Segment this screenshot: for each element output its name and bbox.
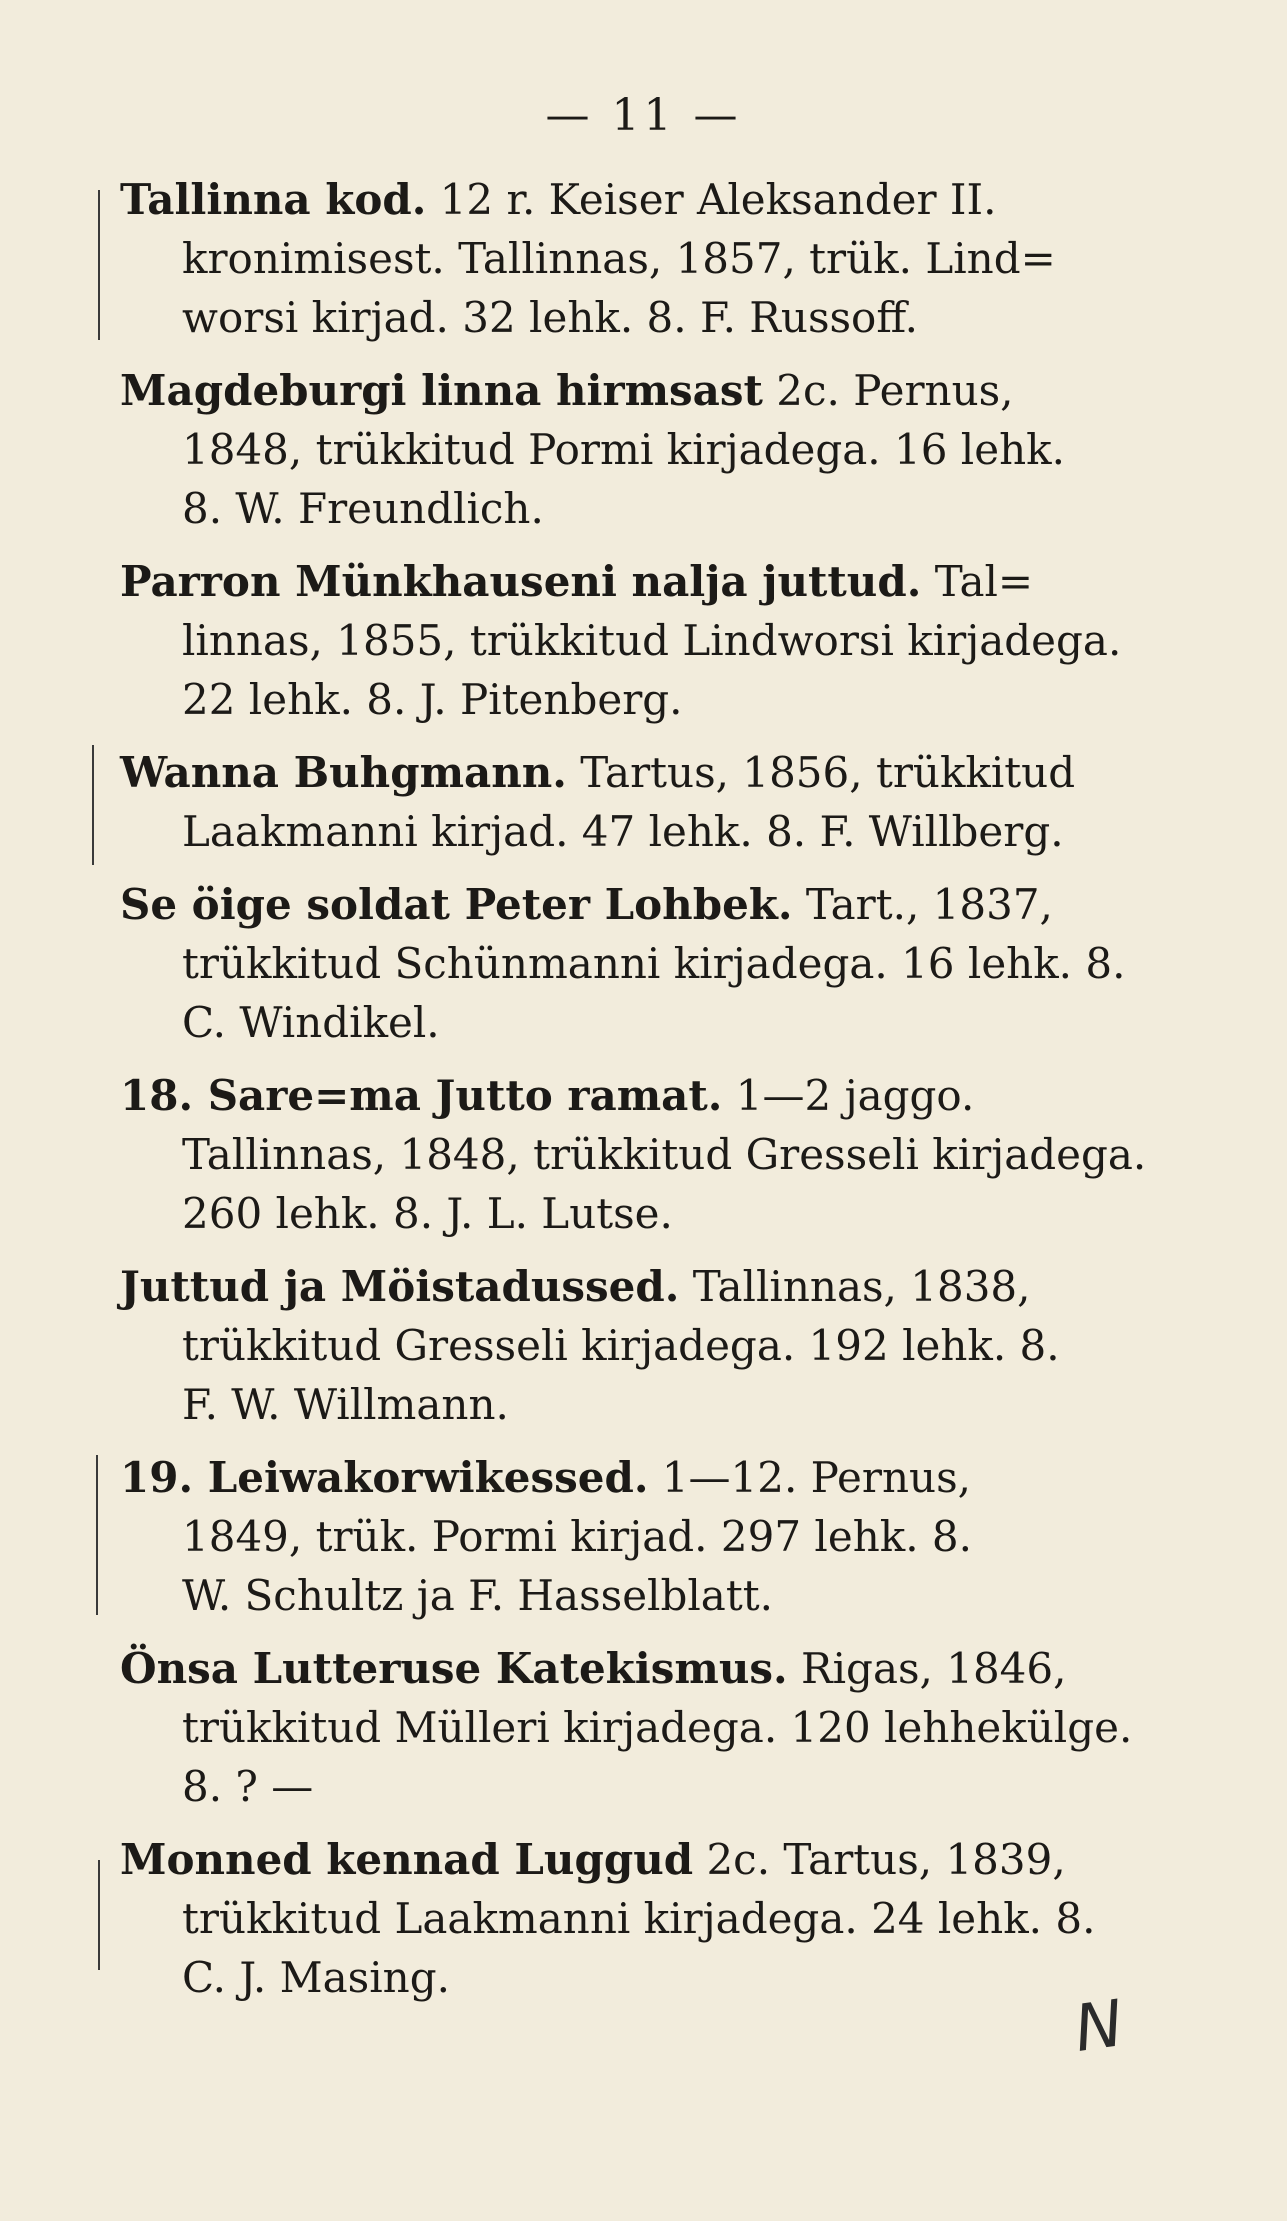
entry-text: Laakmanni kirjad. 47 lehk. 8. F. Willberg.: [182, 807, 1064, 856]
margin-mark-2: [92, 745, 94, 865]
entry-1: [120, 170, 1140, 347]
entry-text: trükkitud Gresseli kirjadega. 192 lehk. 8.: [182, 1321, 1060, 1370]
entry-title: 19. Leiwakorwikessed.: [120, 1453, 649, 1502]
margin-mark-3: [96, 1455, 98, 1615]
entry-text: 1—2 jaggo.: [735, 1071, 975, 1120]
entry-title: Monned kennad Luggud: [120, 1835, 694, 1884]
entry-3: [120, 552, 1140, 729]
entry-text: Rigas, 1846,: [801, 1644, 1067, 1693]
entry-text: 2c. Pernus,: [776, 366, 1014, 415]
entry-text: Tallinnas, 1848, trükkitud Gresseli kirjadega.: [182, 1130, 1147, 1179]
page-number: — 11 —: [545, 90, 742, 141]
entry-text: linnas, 1855, trükkitud Lindworsi kirjadega.: [182, 616, 1122, 665]
entry-title: Önsa Lutteruse Katekismus.: [120, 1644, 788, 1693]
entry-text: 22 lehk. 8. J. Pitenberg.: [182, 675, 683, 724]
entry-2: [120, 361, 1140, 538]
entry-text: trükkitud Schünmanni kirjadega. 16 lehk. 8.: [182, 939, 1126, 988]
entry-6: [120, 1066, 1147, 1243]
entry-text: C. J. Masing.: [182, 1953, 450, 2002]
entry-text: trükkitud Laakmanni kirjadega. 24 lehk. 8.: [182, 1894, 1096, 1943]
entry-text: F. W. Willmann.: [182, 1380, 509, 1429]
margin-mark-4: [98, 1860, 100, 1970]
entry-text: C. Windikel.: [182, 998, 440, 1047]
entry-text: 12 r. Keiser Aleksander II.: [439, 175, 997, 224]
entry-title: Juttud ja Möistadussed.: [120, 1262, 680, 1311]
entry-10: [120, 1830, 1140, 2007]
entry-text: W. Schultz ja F. Hasselblatt.: [182, 1571, 773, 1620]
entry-9: [120, 1639, 1140, 1816]
margin-mark-1: [98, 190, 100, 340]
entry-title: Parron Münkhauseni nalja juttud.: [120, 557, 922, 606]
entry-title: 18. Sare=ma Jutto ramat.: [120, 1071, 723, 1120]
entry-text: Tal=: [934, 557, 1034, 606]
entry-text: 2c. Tartus, 1839,: [706, 1835, 1066, 1884]
entry-text: worsi kirjad. 32 lehk. 8. F. Russoff.: [182, 293, 919, 342]
entry-text: kronimisest. Tallinnas, 1857, trük. Lind=: [182, 234, 1056, 283]
entry-text: 8. ? —: [182, 1762, 314, 1811]
entry-title: Wanna Buhgmann.: [120, 748, 567, 797]
entry-text: Tart., 1837,: [805, 880, 1053, 929]
entry-title: Tallinna kod.: [120, 175, 427, 224]
bibliography-list: [120, 170, 1147, 2007]
entry-4: [120, 743, 1140, 861]
entry-text: Tartus, 1856, trükkitud: [580, 748, 1076, 797]
handwritten-mark: N: [1070, 1987, 1128, 2067]
entry-text: 1—12. Pernus,: [661, 1453, 971, 1502]
entry-title: Se öige soldat Peter Lohbek.: [120, 880, 793, 929]
entry-text: trükkitud Mülleri kirjadega. 120 lehhekülge.: [182, 1703, 1133, 1752]
entry-5: [120, 875, 1140, 1052]
entry-text: 8. W. Freundlich.: [182, 484, 544, 533]
entry-7: [120, 1257, 1140, 1434]
entry-text: 1849, trük. Pormi kirjad. 297 lehk. 8.: [182, 1512, 972, 1561]
entry-text: 1848, trükkitud Pormi kirjadega. 16 lehk.: [182, 425, 1065, 474]
entry-text: Tallinnas, 1838,: [692, 1262, 1031, 1311]
entry-8: [120, 1448, 1140, 1625]
entry-text: 260 lehk. 8. J. L. Lutse.: [182, 1189, 673, 1238]
entry-title: Magdeburgi linna hirmsast: [120, 366, 763, 415]
